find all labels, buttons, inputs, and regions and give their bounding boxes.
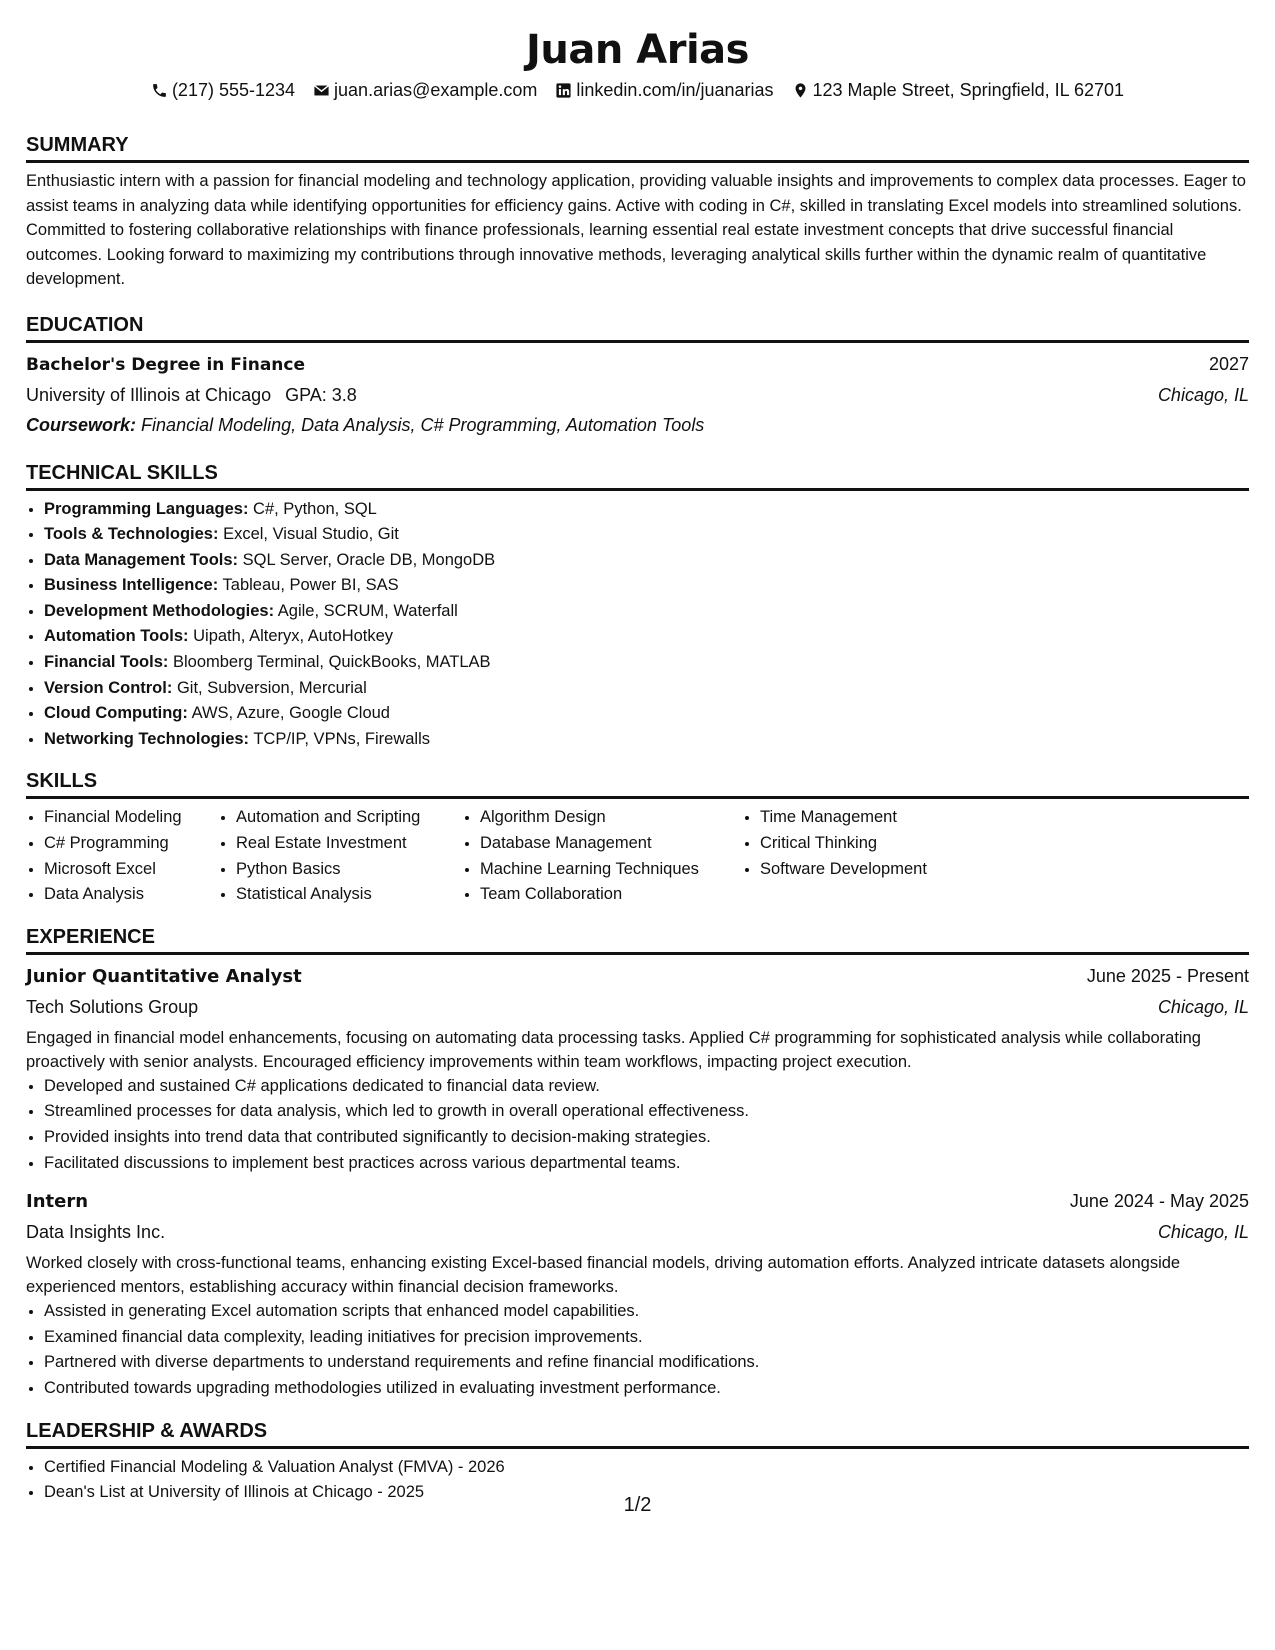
job-description: Engaged in financial model enhancements, focusing on automating data processing tasks. Applied C# programming for sophisticated analysis while collaborating proactively with senior analysts. Encouraged efficiency improvements within team workflows, impacting project execution. — [26, 1028, 1201, 1071]
list-item: • Data Analysis — [44, 882, 218, 908]
list-item: • Provided insights into trend data that contributed significantly to decision-making strategies. — [44, 1125, 1249, 1151]
skill-label: Development Methodologies: — [44, 601, 275, 620]
contact-email[interactable] — [313, 78, 537, 102]
job-bullets — [26, 1299, 1249, 1401]
job-company: Tech Solutions Group — [26, 996, 199, 1017]
job-location: Chicago, IL — [1157, 1222, 1249, 1243]
coursework-line — [26, 410, 1249, 440]
envelope-icon — [313, 82, 330, 99]
section-title-experience: EXPERIENCE — [26, 924, 1249, 955]
section-title-summary: SUMMARY — [26, 132, 1249, 163]
list-item: • Dean's List at University of Illinois at Chicago - 2025 — [44, 1480, 1249, 1506]
experience-entry — [26, 961, 1249, 1176]
school-location: Chicago, IL — [1157, 384, 1249, 405]
skill-label: Cloud Computing: — [44, 704, 188, 723]
skill-label: Programming Languages: — [44, 499, 249, 518]
education-header — [26, 349, 1249, 380]
list-item: • Financial Modeling — [44, 805, 218, 831]
list-item — [44, 650, 1249, 676]
email-text[interactable]: juan.arias@example.com — [334, 80, 538, 100]
gpa-value: GPA: 3.8 — [285, 384, 357, 405]
list-item: • Algorithm Design — [480, 805, 742, 831]
job-location: Chicago, IL — [1157, 996, 1249, 1017]
skill-value: Excel, Visual Studio, Git — [223, 525, 399, 544]
list-item: • Contributed towards upgrading methodologies utilized in evaluating investment performance. — [44, 1376, 1249, 1402]
list-item: • Streamlined processes for data analysis, which led to growth in overall operational effectiveness. — [44, 1099, 1249, 1125]
skill-label: Data Management Tools: — [44, 550, 239, 569]
job-company: Data Insights Inc. — [26, 1222, 166, 1243]
phone-icon — [151, 82, 168, 99]
skill-value: Git, Subversion, Mercurial — [176, 678, 367, 697]
education-subheader — [26, 380, 1249, 410]
section-title-skills: SKILLS — [26, 768, 1249, 799]
school-line — [26, 380, 357, 410]
graduation-year: 2027 — [1208, 353, 1249, 374]
contact-phone — [151, 78, 295, 102]
list-item — [44, 727, 1249, 753]
list-item — [44, 497, 1249, 523]
contact-bar — [26, 78, 1249, 102]
skills-column-2 — [218, 805, 462, 907]
job-description: Worked closely with cross-functional teams, enhancing existing Excel-based financial models, driving automation efforts. Analyzed intricate datasets alongside experienced mentors, establishing accuracy within financial decision frameworks. — [26, 1254, 1181, 1297]
list-item: • Software Development — [760, 857, 1060, 883]
list-item: • Developed and sustained C# applications dedicated to financial data review. — [44, 1074, 1249, 1100]
section-title-education: EDUCATION — [26, 312, 1249, 343]
list-item: • Database Management — [480, 831, 742, 857]
technical-skills-list — [26, 497, 1249, 753]
coursework-list: Financial Modeling, Data Analysis, C# Programming, Automation Tools — [141, 414, 705, 435]
section-title-leadership: LEADERSHIP & AWARDS — [26, 1418, 1249, 1449]
skill-value: Uipath, Alteryx, AutoHotkey — [193, 627, 394, 646]
list-item: • Statistical Analysis — [236, 882, 462, 908]
job-role: Junior Quantitative Analyst — [26, 965, 302, 987]
job-role: Intern — [26, 1191, 89, 1213]
skill-value: SQL Server, Oracle DB, MongoDB — [242, 550, 496, 569]
list-item: • Partnered with diverse departments to understand requirements and refine financial modifications. — [44, 1350, 1249, 1376]
skills-column-4 — [742, 805, 1060, 907]
list-item — [44, 624, 1249, 650]
school-name: University of Illinois at Chicago — [26, 384, 272, 405]
list-item — [44, 701, 1249, 727]
phone-text: (217) 555-1234 — [171, 80, 296, 100]
skill-value: Tableau, Power BI, SAS — [222, 576, 399, 595]
list-item: • Time Management — [760, 805, 1060, 831]
leadership-section — [26, 1418, 1249, 1506]
list-item: • Critical Thinking — [760, 831, 1060, 857]
skill-value: Bloomberg Terminal, QuickBooks, MATLAB — [172, 653, 491, 672]
job-header — [26, 1186, 1249, 1217]
job-dates: June 2024 - May 2025 — [1069, 1191, 1249, 1212]
skills-section — [26, 768, 1249, 907]
list-item: • Certified Financial Modeling & Valuation Analyst (FMVA) - 2026 — [44, 1455, 1249, 1481]
list-item — [44, 522, 1249, 548]
education-section — [26, 312, 1249, 440]
list-item: • Facilitated discussions to implement best practices across various departmental teams. — [44, 1151, 1249, 1177]
skills-column-3 — [462, 805, 742, 907]
map-pin-icon — [792, 82, 809, 99]
skill-label: Financial Tools: — [44, 653, 169, 672]
list-item: • Real Estate Investment — [236, 831, 462, 857]
list-item — [44, 573, 1249, 599]
job-subheader — [26, 992, 1249, 1022]
skill-value: AWS, Azure, Google Cloud — [191, 704, 390, 723]
skills-grid — [26, 805, 1249, 907]
skill-label: Networking Technologies: — [44, 729, 250, 748]
job-dates: June 2025 - Present — [1086, 965, 1249, 986]
page-number: 1/2 — [623, 1494, 652, 1516]
skill-value: TCP/IP, VPNs, Firewalls — [253, 729, 430, 748]
skill-label: Version Control: — [44, 678, 173, 697]
list-item: • Python Basics — [236, 857, 462, 883]
section-title-technical-skills: TECHNICAL SKILLS — [26, 460, 1249, 491]
list-item: • Microsoft Excel — [44, 857, 218, 883]
skill-label: Automation Tools: — [44, 627, 189, 646]
technical-skills-section — [26, 460, 1249, 753]
skill-value: Agile, SCRUM, Waterfall — [277, 601, 458, 620]
experience-section — [26, 924, 1249, 1402]
list-item: • Examined financial data complexity, leading initiatives for precision improvements. — [44, 1325, 1249, 1351]
skill-label: Tools & Technologies: — [44, 525, 219, 544]
linkedin-text[interactable]: linkedin.com/in/juanarias — [576, 80, 774, 100]
list-item: • Automation and Scripting — [236, 805, 462, 831]
contact-address — [792, 78, 1125, 102]
experience-entry — [26, 1186, 1249, 1401]
list-item: • C# Programming — [44, 831, 218, 857]
list-item: • Machine Learning Techniques — [480, 857, 742, 883]
coursework-label: Coursework: — [26, 414, 137, 435]
candidate-name: Juan Arias — [526, 27, 749, 73]
skill-value: C#, Python, SQL — [253, 499, 377, 518]
degree-title: Bachelor's Degree in Finance — [26, 354, 306, 375]
list-item — [44, 599, 1249, 625]
job-subheader — [26, 1217, 1249, 1247]
skill-label: Business Intelligence: — [44, 576, 219, 595]
job-header — [26, 961, 1249, 992]
list-item — [44, 548, 1249, 574]
summary-text: Enthusiastic intern with a passion for financial modeling and technology application, providing valuable insights and improvements to complex data processes. Eager to assist teams in analyzing data while identifying opportunities for efficiency gains. Active with coding in C#, skilled in translating Excel models into streamlined solutions. Committed to fostering collaborative relationships with finance professionals, learning essential real estate investment concepts that drive successful financial outcomes. Looking forward to maximizing my contributions through innovative methods, leveraging analytical skills further within the dynamic realm of quantitative development. — [26, 172, 1246, 288]
linkedin-icon — [555, 82, 572, 99]
summary-section — [26, 132, 1249, 292]
list-item: • Team Collaboration — [480, 882, 742, 908]
skills-column-1 — [26, 805, 218, 907]
job-bullets — [26, 1074, 1249, 1176]
list-item — [44, 676, 1249, 702]
address-text: 123 Maple Street, Springfield, IL 62701 — [812, 80, 1125, 100]
contact-linkedin[interactable] — [555, 78, 773, 102]
list-item: • Assisted in generating Excel automation scripts that enhanced model capabilities. — [44, 1299, 1249, 1325]
